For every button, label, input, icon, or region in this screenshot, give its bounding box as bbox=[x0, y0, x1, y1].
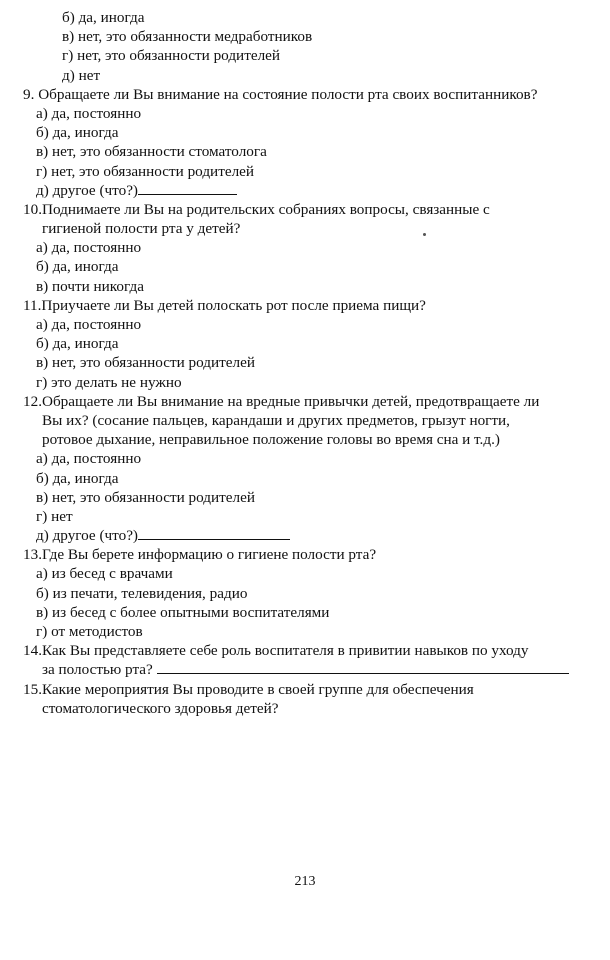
q11-option-b: б) да, иногда bbox=[36, 335, 119, 353]
q10-option-v: в) почти никогда bbox=[36, 277, 144, 295]
q15-text-line2: стоматологического здоровья детей? bbox=[42, 699, 279, 717]
q8-option-v: в) нет, это обязанности медработников bbox=[62, 28, 313, 46]
q8-option-g: г) нет, это обязанности родителей bbox=[62, 47, 281, 65]
q12-option-b: б) да, иногда bbox=[36, 469, 119, 487]
q11-option-a: а) да, постоянно bbox=[36, 316, 142, 333]
q9-option-b: б) да, иногда bbox=[36, 124, 119, 142]
q11-option-g: г) это делать не нужно bbox=[36, 373, 182, 391]
q13-option-g: г) от методистов bbox=[36, 623, 143, 640]
q10-option-a: а) да, постоянно bbox=[36, 239, 142, 257]
q13-option-a: а) из бесед с врачами bbox=[36, 565, 173, 583]
page-number: 213 bbox=[294, 874, 316, 889]
q9-option-g: г) нет, это обязанности родителей bbox=[36, 162, 255, 180]
scan-speck bbox=[423, 233, 426, 236]
q14-text-line2: за полостью рта? bbox=[42, 661, 153, 679]
q14-answer-line bbox=[157, 660, 569, 674]
q12-option-d-row bbox=[0, 526, 610, 545]
questionnaire-text bbox=[0, 8, 610, 718]
q12-option-g: г) нет bbox=[36, 507, 73, 525]
q10-text-line1: 10.Поднимаете ли Вы на родительских собраниях вопросы, связанные с bbox=[23, 200, 490, 218]
q12-option-v: в) нет, это обязанности родителей bbox=[36, 488, 255, 506]
q9-option-a: а) да, постоянно bbox=[36, 104, 142, 122]
q9-option-d-row bbox=[0, 181, 610, 200]
q12-text-line3: ротовое дыхание, неправильное положение головы во время сна и т.д.) bbox=[42, 431, 500, 449]
q15-text-line1: 15.Какие мероприятия Вы проводите в своей группе для обеспечения bbox=[23, 680, 474, 698]
q9-option-d: д) другое (что?) bbox=[36, 181, 138, 199]
q13-text: 13.Где Вы берете информацию о гигиене полости рта? bbox=[23, 546, 377, 564]
q9-answer-line bbox=[138, 181, 237, 195]
q14-text-line1: 14.Как Вы представляете себе роль воспитателя в привитии навыков по уходу bbox=[23, 642, 529, 660]
q12-option-d: д) другое (что?) bbox=[36, 527, 138, 545]
q11-text: 11.Приучаете ли Вы детей полоскать рот после приема пищи? bbox=[23, 296, 426, 314]
q12-text-line1: 12.Обращаете ли Вы внимание на вредные привычки детей, предотвращаете ли bbox=[23, 392, 540, 410]
q12-answer-line bbox=[138, 526, 290, 540]
q13-option-v: в) из бесед с более опытными воспитателями bbox=[36, 603, 330, 621]
q10-text-line2: гигиеной полости рта у детей? bbox=[42, 220, 241, 238]
q8-option-d: д) нет bbox=[62, 66, 101, 84]
q12-text-line2: Вы их? (сосание пальцев, карандаши и других предметов, грызут ногти, bbox=[42, 411, 510, 429]
q14-text-line2-row bbox=[0, 660, 610, 679]
q8-option-b: б) да, иногда bbox=[62, 9, 145, 26]
q10-option-b: б) да, иногда bbox=[36, 258, 119, 276]
q9-text: 9. Обращаете ли Вы внимание на состояние полости рта своих воспитанников? bbox=[23, 85, 538, 103]
q9-option-v: в) нет, это обязанности стоматолога bbox=[36, 143, 267, 161]
q13-option-b: б) из печати, телевидения, радио bbox=[36, 584, 248, 602]
q11-option-v: в) нет, это обязанности родителей bbox=[36, 354, 255, 372]
q12-option-a: а) да, постоянно bbox=[36, 450, 142, 468]
